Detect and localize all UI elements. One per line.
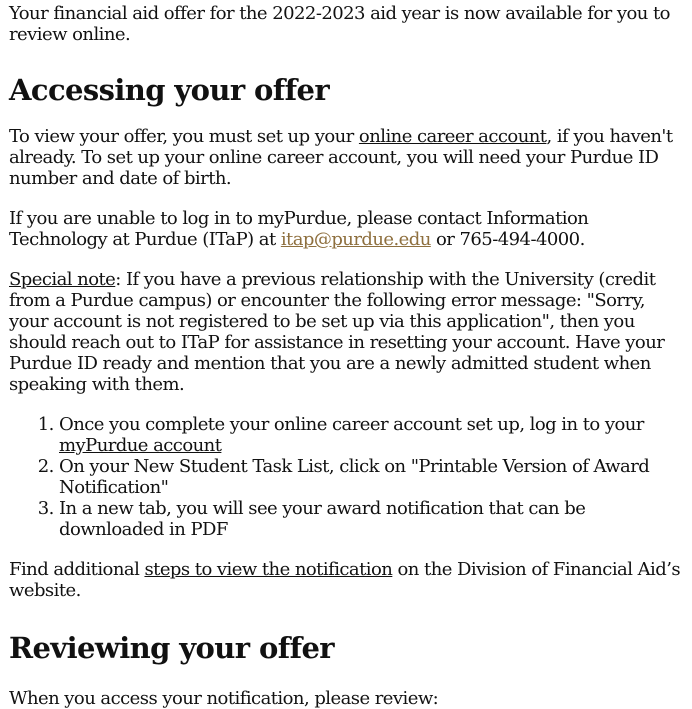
step-item — [59, 414, 688, 456]
reviewing-offer-heading: Reviewing your offer — [9, 631, 334, 665]
view-offer-text-before: To view your offer, you must set up your — [9, 126, 359, 147]
mypurdue-account-link[interactable]: myPurdue account — [59, 435, 222, 456]
steps-to-view-notification-link[interactable]: steps to view the notification — [144, 559, 393, 580]
step-item — [59, 456, 688, 498]
steps-list — [9, 414, 688, 540]
login-help-text-before: If you are unable to log in to myPurdue, please contact Information Technology at Purdue (ITaP) at — [9, 208, 589, 250]
login-help-text-after: or 765-494-4000. — [430, 229, 585, 250]
view-offer-text-after: , if you haven't already. To set up your online career account, you will need your Purdue ID number and date of birth. — [9, 126, 673, 189]
step-3-text: In a new tab, you will see your award notification that can be downloaded in PDF — [59, 498, 586, 540]
find-steps-paragraph — [9, 559, 688, 601]
online-career-account-link[interactable]: online career account — [358, 126, 547, 147]
step-item — [59, 498, 688, 540]
step-2-text: On your New Student Task List, click on "Printable Version of Award Notification" — [59, 456, 650, 498]
intro-paragraph: Your financial aid offer for the 2022-2023 aid year is now available for you to review online. — [9, 3, 670, 45]
find-steps-text-before: Find additional — [9, 559, 145, 580]
step-1-text: Once you complete your online career account set up, log in to your — [59, 414, 644, 435]
login-help-paragraph — [9, 208, 688, 250]
special-note-label: Special note — [9, 269, 116, 290]
accessing-offer-heading: Accessing your offer — [9, 73, 330, 107]
review-intro-paragraph: When you access your notification, please review: — [9, 688, 439, 709]
article-content — [9, 3, 688, 709]
special-note-text: : If you have a previous relationship with the University (credit from a Purdue campus) or encounter the following error message: "Sorry, your account is not registered to be set up via this application", then you should reach out to ITaP for assistance in resetting your account. Have your Purdue ID ready and mention that you are a newly admitted student when speaking with them. — [9, 269, 665, 395]
itap-email-link[interactable]: itap@purdue.edu — [280, 229, 431, 250]
find-steps-text-after: on the Division of Financial Aid’s website. — [9, 559, 681, 601]
special-note-paragraph — [9, 269, 688, 395]
view-offer-paragraph — [9, 126, 688, 189]
